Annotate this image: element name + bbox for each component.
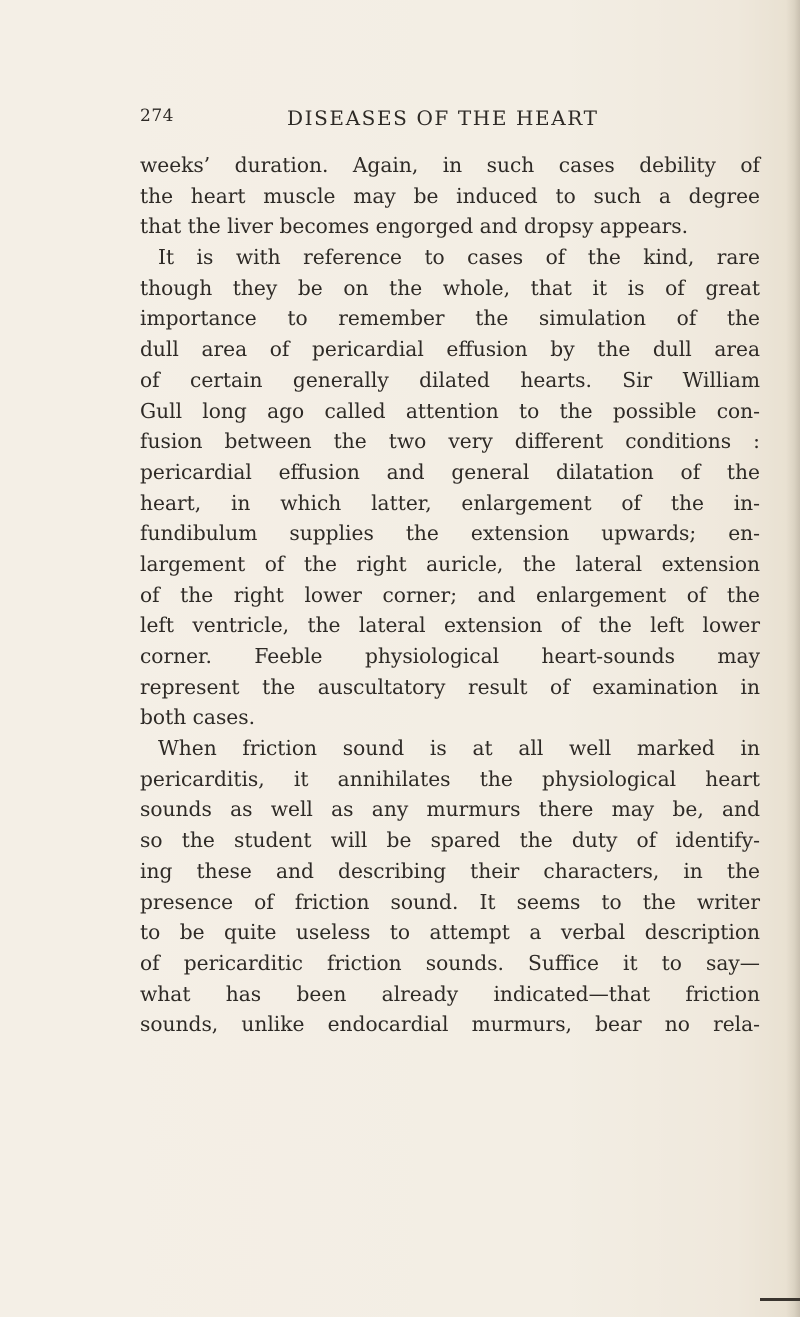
text-line: sounds as well as any murmurs there may be, and [140,797,760,822]
text-line: though they be on the whole, that it is of great [140,275,760,300]
text-line: Gull long ago called attention to the possible con- [140,398,760,423]
text-line: the heart muscle may be induced to such a degree [140,183,760,208]
body-text [140,150,760,1040]
text-line: fundibulum supplies the extension upwards; en- [140,521,760,546]
text-line: both cases. [140,705,256,730]
page-number: 274 [140,106,174,126]
text-line: pericarditis, it annihilates the physiological heart [140,766,760,791]
text-line: weeks’ duration. Again, in such cases debility of [140,153,760,177]
text-line: to be quite useless to attempt a verbal description [140,920,760,945]
text-line: largement of the right auricle, the lateral extension [140,551,760,576]
text-line: pericardial effusion and general dilatation of the [140,459,760,484]
page-edge-shadow [786,0,800,1317]
text-line: dull area of pericardial effusion by the dull area [140,337,760,362]
text-line: importance to remember the simulation of the [140,306,760,331]
text-line: When friction sound is at all well marked in [158,736,760,761]
page-corner-mark [760,1298,800,1301]
text-line: so the student will be spared the duty of identify- [140,828,760,853]
text-line: heart, in which latter, enlargement of the in- [140,490,760,515]
text-line: represent the auscultatory result of examination in [140,674,760,699]
text-line: corner. Feeble physiological heart-sounds may [140,644,760,668]
text-line: It is with reference to cases of the kind, rare [158,245,760,270]
text-line: ing these and describing their characters, in the [140,858,760,883]
text-line: sounds, unlike endocardial murmurs, bear no rela- [140,1012,760,1037]
text-line: that the liver becomes engorged and dropsy appears. [140,214,689,239]
text-line: presence of friction sound. It seems to the writer [140,889,760,914]
running-title: DISEASES OF THE HEART [287,106,599,130]
text-line: of certain generally dilated hearts. Sir William [140,367,760,392]
page-header [140,106,780,134]
text-line: of the right lower corner; and enlargement of the [140,582,760,607]
text-line: what has been already indicated—that friction [140,981,760,1006]
text-line: of pericarditic friction sounds. Suffice it to say— [140,950,760,975]
text-line: left ventricle, the lateral extension of the left lower [140,613,760,638]
text-line: fusion between the two very different conditions : [140,429,760,454]
